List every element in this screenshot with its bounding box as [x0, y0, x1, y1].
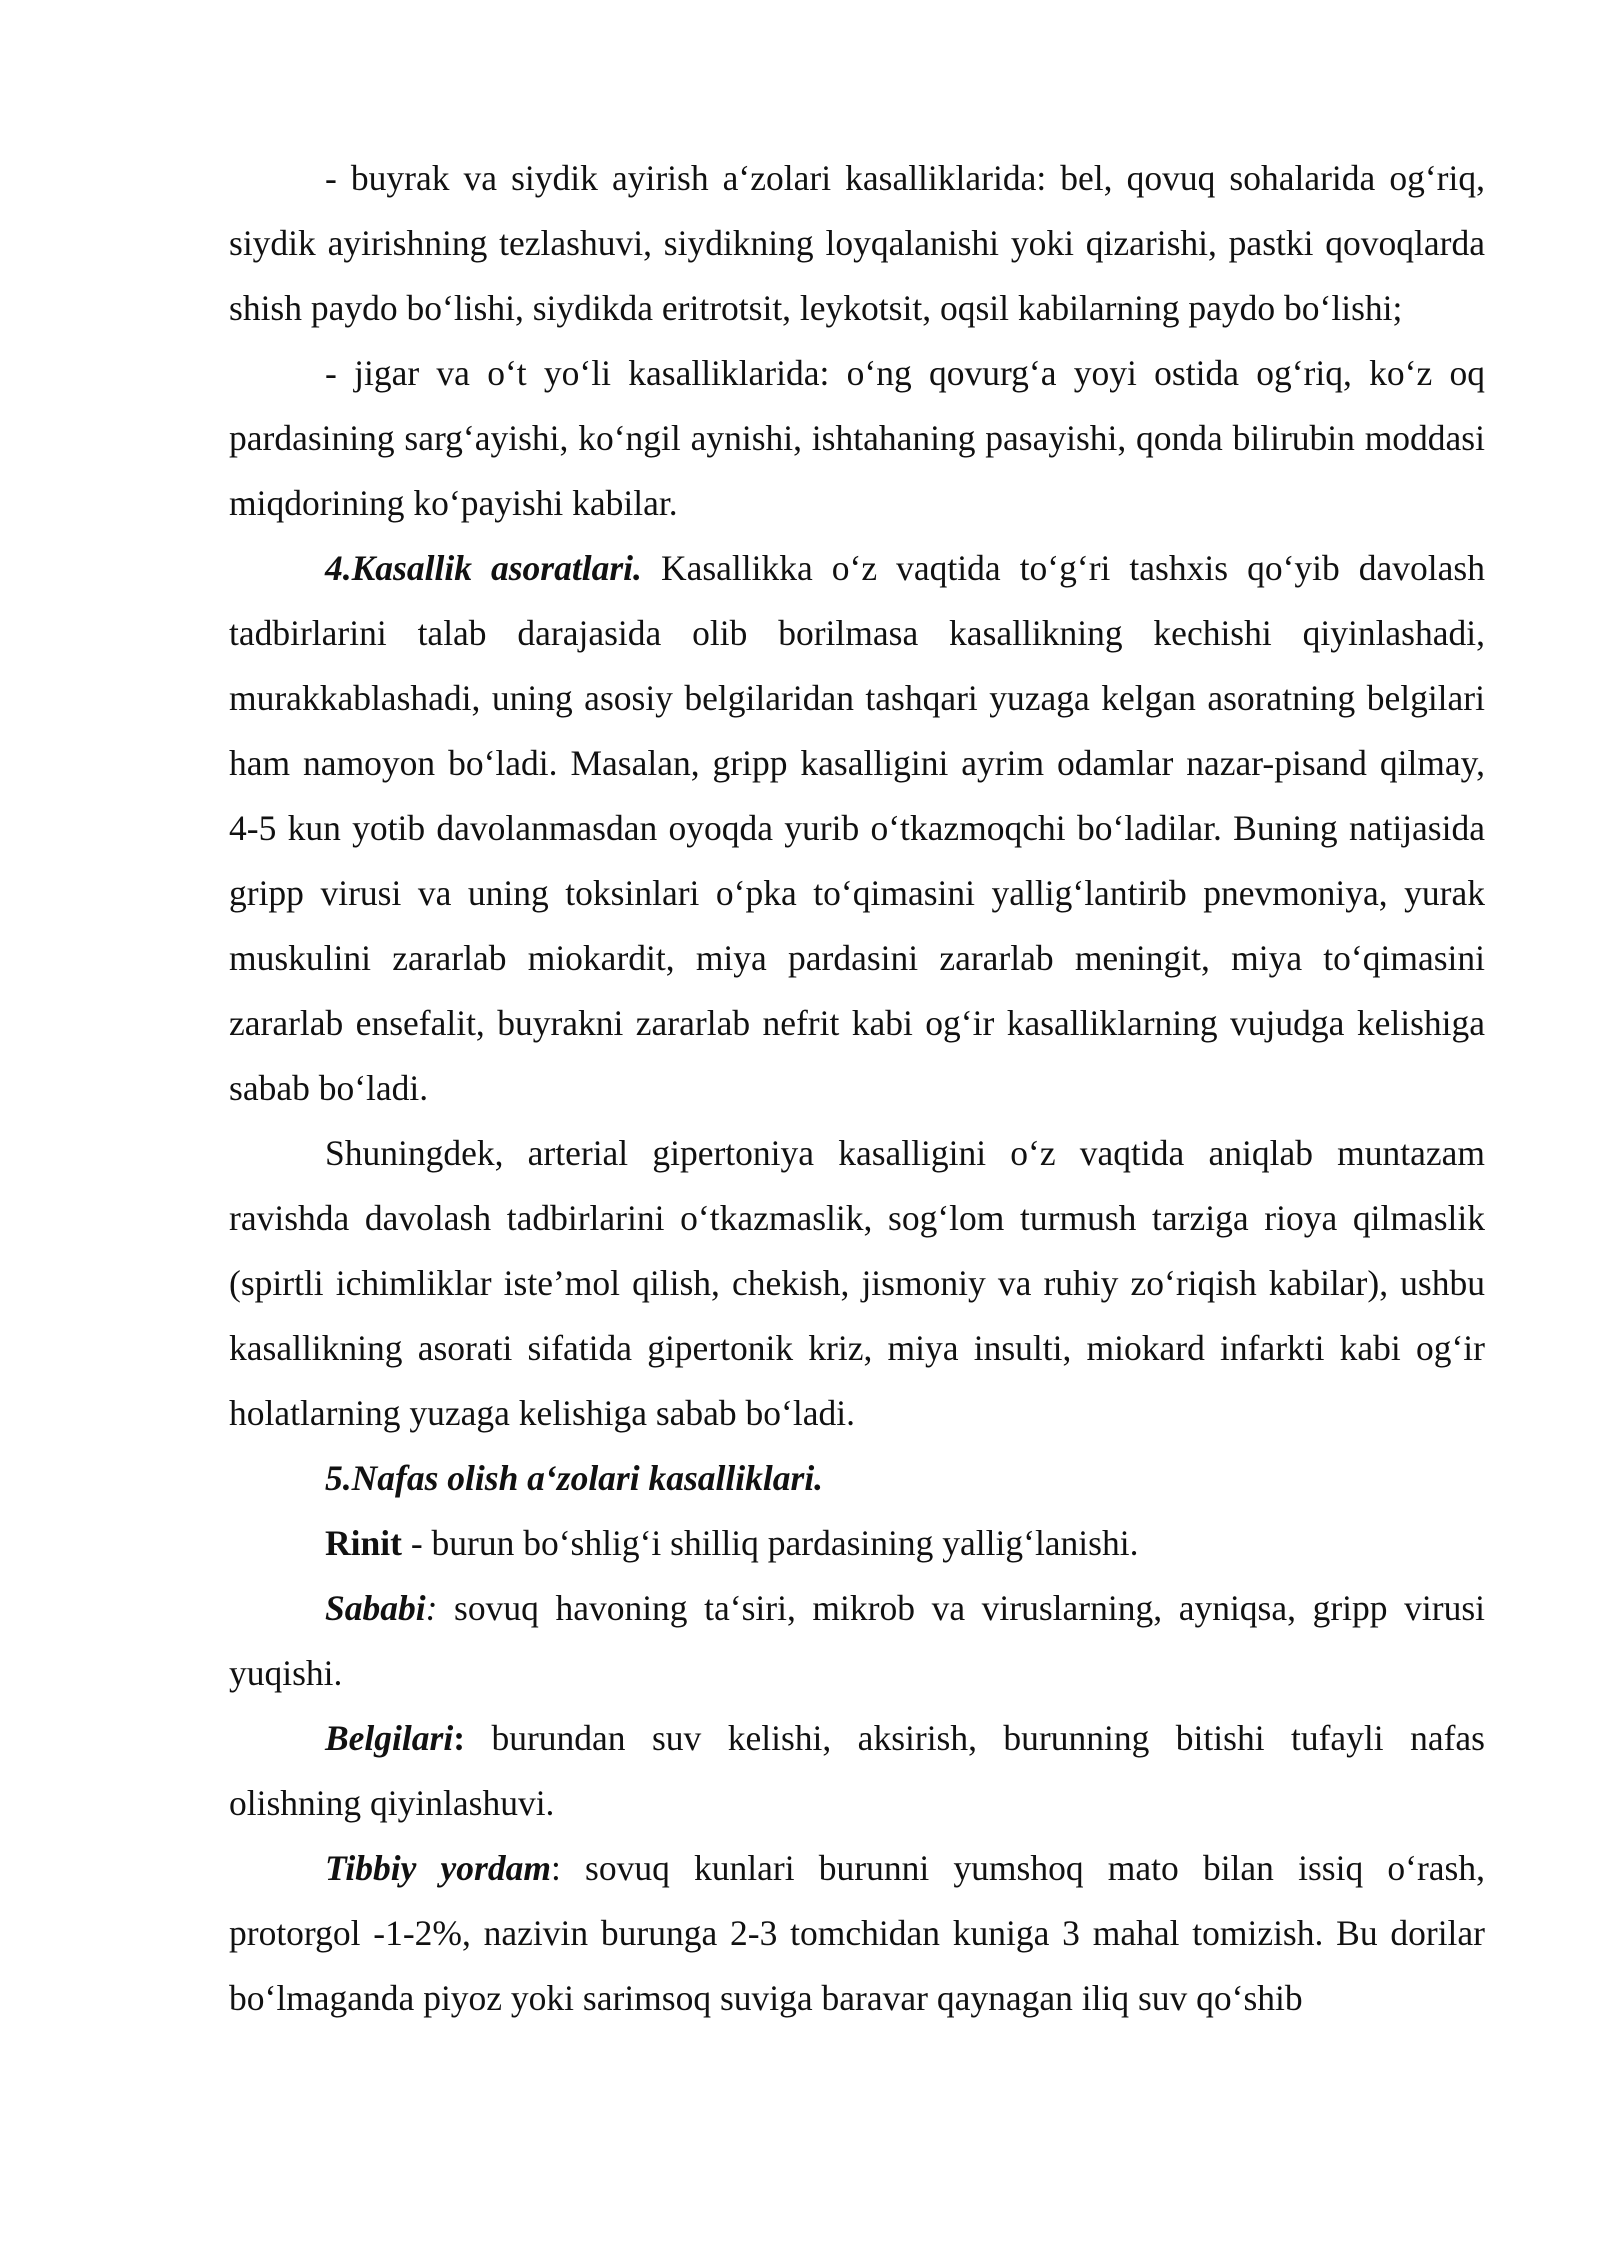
complications-text: Kasallikka o‘z vaqtida to‘g‘ri tashxis qo‘yib davolash tadbirlarini talab darajasida olib borilmasa kasallikning kechishi qiyinlashadi, murakkablashadi, uning asosiy belgilaridan tashqari yuzaga kelgan asoratning belgilari ham namoyon bo‘ladi. Masalan, gripp kasalligini ayrim odamlar nazar-pisand qilmay, 4-5 kun yotib davolanmasdan oyoqda yurib o‘tkazmoqchi bo‘ladilar. Buning natijasida gripp virusi va uning toksinlari o‘pka to‘qimasini yallig‘lantirib pnevmoniya, yurak muskulini zararlab miokardit, miya pardasini zararlab meningit, miya to‘qimasini zararlab ensefalit, buyrakni zararlab nefrit kabi og‘ir kasalliklarning vujudga kelishiga sabab bo‘ladi.: [229, 548, 1485, 1108]
paragraph-hypertension: Shuningdek, arterial gipertoniya kasalligini o‘z vaqtida aniqlab muntazam ravishda davolash tadbirlarini o‘tkazmaslik, sog‘lom turmush tarziga rioya qilmaslik (spirtli ichimliklar iste’mol qilish, chekish, jismoniy va ruhiy zo‘riqish kabilar), ushbu kasallikning asorati sifatida gipertonik kriz, miya insulti, miokard infarkti kabi og‘ir holatlarning yuzaga kelishiga sabab bo‘ladi.: [229, 1133, 1485, 1433]
symptoms-colon: :: [453, 1718, 466, 1758]
paragraph-causes: [229, 1576, 1485, 1706]
section-heading-complications: 4.Kasallik asoratlari.: [325, 548, 642, 588]
term-medical-aid: Tibbiy yordam: [325, 1848, 551, 1888]
causes-text: sovuq havoning ta‘siri, mikrob va viruslarning, ayniqsa, gripp virusi yuqishi.: [229, 1588, 1485, 1693]
paragraph-symptoms: [229, 1706, 1485, 1836]
causes-colon: :: [425, 1588, 438, 1628]
paragraph-complications: [229, 536, 1485, 1121]
paragraph-kidney-diseases: - buyrak va siydik ayirish a‘zolari kasalliklarida: bel, qovuq sohalarida og‘riq, siydik ayirishning tezlashuvi, siydikning loyqalanishi yoki qizarishi, pastki qovoqlarda shish paydo bo‘lishi, siydikda eritrotsit, leykotsit, oqsil kabilarning paydo bo‘lishi;: [229, 158, 1485, 328]
term-symptoms: Belgilari: [325, 1718, 454, 1758]
paragraph-rhinitis: [229, 1511, 1485, 1576]
term-causes: Sababi: [325, 1588, 426, 1628]
rhinitis-definition: - burun bo‘shlig‘i shilliq pardasining yallig‘lanishi.: [401, 1523, 1139, 1563]
medical-aid-text: : sovuq kunlari burunni yumshoq mato bilan issiq o‘rash, protorgol -1-2%, nazivin burunga 2-3 tomchidan kuniga 3 mahal tomizish. Bu dorilar bo‘lmaganda piyoz yoki sarimsoq suviga baravar qaynagan iliq suv qo‘shib: [229, 1848, 1485, 2018]
paragraph-liver-diseases: - jigar va o‘t yo‘li kasalliklarida: o‘ng qovurg‘a yoyi ostida og‘riq, ko‘z oq pardasining sarg‘ayishi, ko‘ngil aynishi, ishtahaning pasayishi, qonda bilirubin moddasi miqdorining ko‘payishi kabilar.: [229, 353, 1485, 523]
term-rhinitis: Rinit: [325, 1523, 402, 1563]
paragraph-respiratory-heading: [229, 1446, 1485, 1511]
section-heading-respiratory: 5.Nafas olish a‘zolari kasalliklari.: [325, 1458, 824, 1498]
paragraph-medical-aid: [229, 1836, 1485, 2031]
symptoms-text: burundan suv kelishi, aksirish, burunning bitishi tufayli nafas olishning qiyinlashuvi.: [229, 1718, 1485, 1823]
page-body-text: [229, 146, 1485, 2031]
